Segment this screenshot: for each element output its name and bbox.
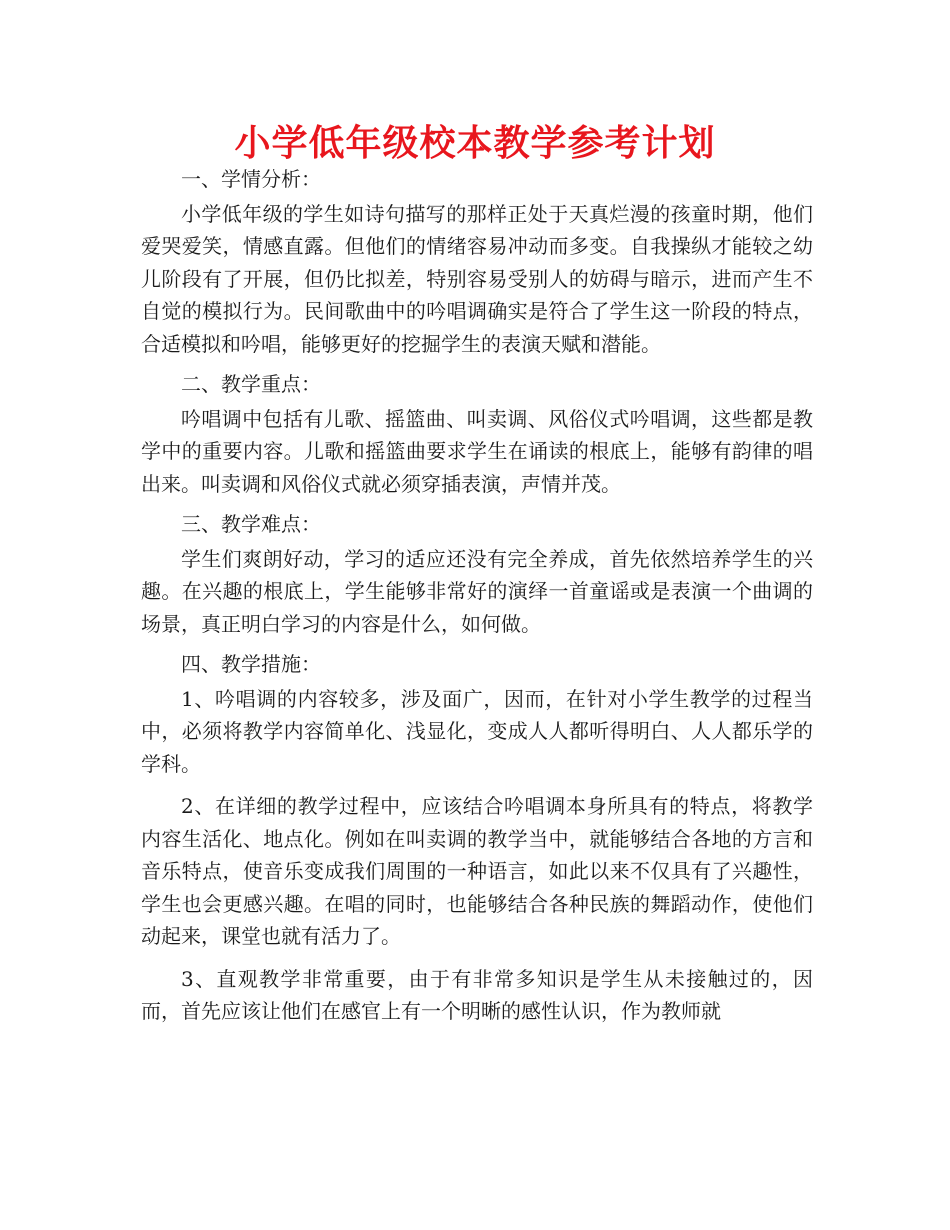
document-title: 小学低年级校本教学参考计划 <box>234 123 716 164</box>
section-heading-teaching-focus: 二、教学重点： <box>181 372 321 396</box>
paragraph-measure-1: 1、吟唱调的内容较多，涉及面广，因而，在针对小学生教学的过程当中，必须将教学内容简单化、浅显化，变成人人都听得明白、人人都乐学的学科。 <box>141 686 813 776</box>
section-heading-teaching-measures: 四、教学措施： <box>181 652 321 676</box>
paragraph-learning-analysis: 小学低年级的学生如诗句描写的那样正处于天真烂漫的孩童时期，他们爱哭爱笑，情感直露。但他们的情绪容易冲动而多变。自我操纵才能较之幼儿阶段有了开展，但仍比拟差，特别容易受别人的妨碍与暗示，进而产生不自觉的模拟行为。民间歌曲中的吟唱调确实是符合了学生这一阶段的特点，合适模拟和吟唱，能够更好的挖掘学生的表演天赋和潜能。 <box>141 201 813 356</box>
paragraph-measure-2: 2、在详细的教学过程中，应该结合吟唱调本身所具有的特点，将教学内容生活化、地点化。例如在叫卖调的教学当中，就能够结合各地的方言和音乐特点，使音乐变成我们周围的一种语言，如此以来不仅具有了兴趣性，学生也会更感兴趣。在唱的同时，也能够结合各种民族的舞蹈动作，使他们动起来，课堂也就有活力了。 <box>141 794 813 948</box>
paragraph-measure-3: 3、直观教学非常重要，由于有非常多知识是学生从未接触过的，因而，首先应该让他们在感官上有一个明晰的感性认识，作为教师就 <box>141 966 813 1023</box>
paragraph-teaching-difficulty: 学生们爽朗好动，学习的适应还没有完全养成，首先依然培养学生的兴趣。在兴趣的根底上，学生能够非常好的演绎一首童谣或是表演一个曲调的场景，真正明白学习的内容是什么，如何做。 <box>141 546 813 636</box>
document-body <box>141 163 813 1028</box>
section-heading-teaching-difficulty: 三、教学难点： <box>181 512 321 536</box>
paragraph-teaching-focus: 吟唱调中包括有儿歌、摇篮曲、叫卖调、风俗仪式吟唱调，这些都是教学中的重要内容。儿歌和摇篮曲要求学生在诵读的根底上，能够有韵律的唱出来。叫卖调和风俗仪式就必须穿插表演，声情并茂。 <box>141 406 813 496</box>
section-heading-learning-analysis: 一、学情分析： <box>181 167 321 191</box>
